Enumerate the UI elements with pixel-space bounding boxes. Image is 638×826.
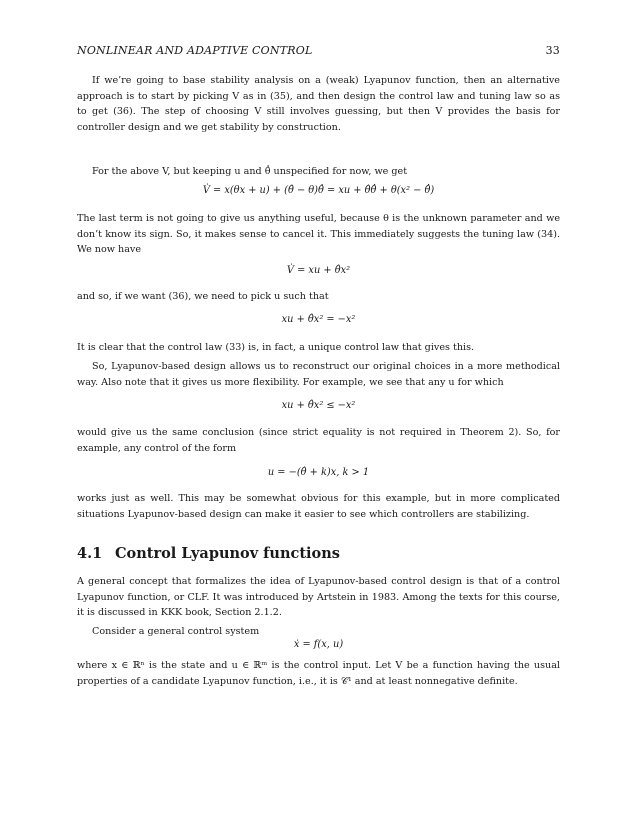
equation-control-system: ẋ = f(x, u) <box>293 639 344 650</box>
equation-inequality-condition: xu + θ̂x² ≤ −x² <box>281 400 356 411</box>
running-header <box>77 44 560 58</box>
page-number: 33 <box>545 44 560 57</box>
paragraph-same-conclusion: would give us the same conclusion (since strict equality is not required in Theorem 2). So, for example, any control of the form <box>77 427 560 454</box>
equation-vdot-expansion: V̇ = x(θx + u) + (θ̂ − θ)θ̂̇ = xu + θ̂θ̂̇ + θ(x² − θ̂̇) <box>202 185 435 196</box>
running-title: NONLINEAR AND ADAPTIVE CONTROL <box>77 44 313 57</box>
paragraph-weak-lyapunov: If we’re going to base stability analysis on a (weak) Lyapunov function, then an alternative approach is to start by picking V as in (35), and then design the control law and tuning law so as to get (36). The step of choosing V still involves guessing, but then V provides the basis for controller design and we get stability by construction. <box>77 75 560 133</box>
paragraph-last-term: The last term is not going to give us anything useful, because θ is the unknown parameter and we don’t know its sign. So, it makes sense to cancel it. This immediately suggests the tuning law (34). We now have <box>77 213 560 256</box>
section-heading <box>77 545 340 562</box>
section-title: Control Lyapunov functions <box>115 545 340 562</box>
paragraph-pick-u: and so, if we want (36), we need to pick u such that <box>77 291 329 302</box>
paragraph-flexibility: So, Lyapunov-based design allows us to reconstruct our original choices in a more methodical way. Also note that it gives us more flexibility. For example, we see that any u for which <box>77 361 560 388</box>
paragraph-works-as-well: works just as well. This may be somewhat obvious for this example, but in more complicated situations Lyapunov-based design can make it easier to see which controllers are stabilizing. <box>77 493 560 520</box>
paragraph-unique-control: It is clear that the control law (33) is, in fact, a unique control law that gives this. <box>77 342 475 353</box>
paragraph-clf-concept: A general concept that formalizes the idea of Lyapunov-based control design is that of a control Lyapunov function, or CLF. It was introduced by Artstein in 1983. Among the texts for this course, it is discussed in KKK book, Section 2.1.2. <box>77 576 560 619</box>
section-number: 4.1 <box>77 545 103 562</box>
paragraph-above-v: For the above V, but keeping u and θ̂̇ unspecified for now, we get <box>92 166 408 177</box>
equation-vdot-simplified: V̇ = xu + θ̂x² <box>286 265 351 276</box>
paragraph-state-definition: where x ∈ ℝⁿ is the state and u ∈ ℝᵐ is the control input. Let V be a function having the usual properties of a candidate Lyapunov function, i.e., it is 𝒞¹ and at least nonnegative definite. <box>77 660 560 687</box>
equation-equality-condition: xu + θ̂x² = −x² <box>281 314 356 325</box>
equation-control-family: u = −(θ̂ + k)x, k > 1 <box>267 467 370 478</box>
paragraph-control-system: Consider a general control system <box>92 626 260 637</box>
